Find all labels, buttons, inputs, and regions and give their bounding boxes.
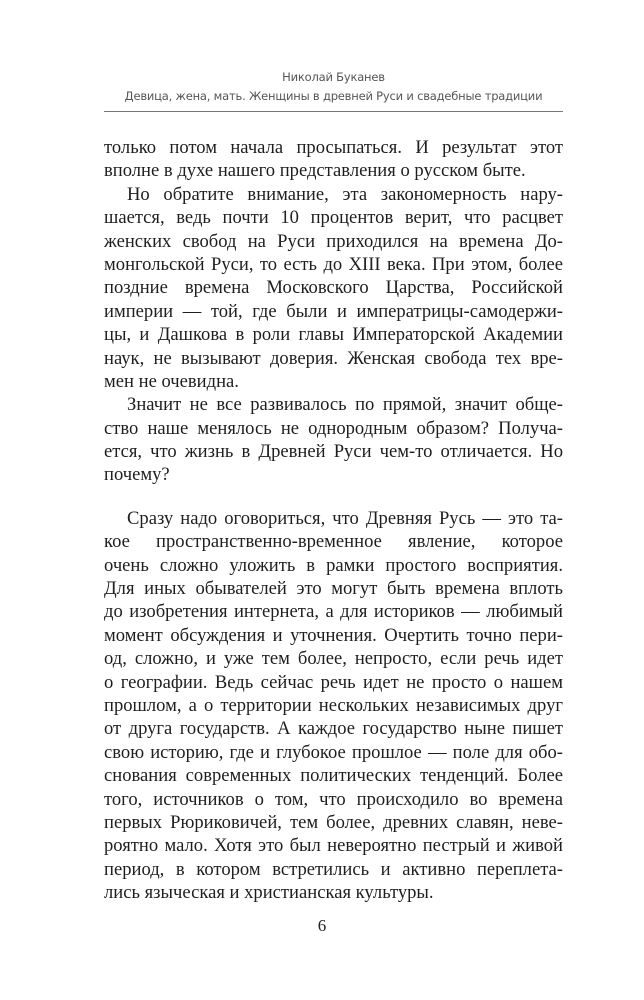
text-line: ется, что жизнь в Древней Руси чем-то отличается. Но [104, 441, 563, 463]
paragraph [104, 183, 563, 394]
page-body-text [104, 136, 563, 905]
text-line: о географии. Ведь сейчас речь идет не просто о нашем [104, 671, 563, 693]
running-header-author: Николай Буканев [282, 70, 385, 84]
text-line: до изобретения интернета, а для историков — любимый [104, 601, 563, 623]
page-number: 6 [317, 916, 327, 935]
text-line: Для иных обывателей это могут быть времена вплоть [104, 578, 563, 600]
text-line: кое пространственно-временное явление, которое [104, 531, 563, 553]
text-line: империи — той, где были и императрицы-самодержи- [104, 300, 563, 322]
text-line: мен не очевидна. [104, 370, 239, 392]
paragraph [104, 136, 563, 183]
text-line: ство наше менялось не однородным образом? Получа- [104, 417, 563, 439]
text-line: очень сложно уложить в рамки простого восприятия. [104, 554, 563, 576]
text-line: первых Рюриковичей, тем более, древних славян, неве- [104, 811, 563, 833]
text-line: от друга государств. А каждое государство ныне пишет [104, 718, 563, 740]
header-rule [104, 111, 563, 112]
text-line: Значит не все развивалось по прямой, значит обще- [127, 394, 563, 416]
text-line: прошлом, а о территории нескольких независимых друг [104, 694, 563, 716]
paragraph [104, 507, 563, 905]
text-line: од, сложно, и уже тем более, непросто, если речь идет [104, 648, 563, 670]
text-line: наук, не вызывают доверия. Женская свобода тех вре- [104, 347, 563, 369]
text-line: женских свобод на Руси приходился на времена До- [104, 230, 563, 252]
text-line: Сразу надо оговориться, что Древняя Русь — это та- [127, 507, 563, 529]
text-line: поздние времена Московского Царства, Российской [104, 277, 563, 299]
text-line: цы, и Дашкова в роли главы Императорской Академии [104, 324, 563, 346]
section-break [104, 487, 563, 507]
text-line: снования современных политических тенденций. Более [104, 765, 563, 787]
text-line: почему? [104, 464, 170, 486]
text-line: лись языческая и христианская культуры. [104, 882, 434, 904]
running-header-title: Девица, жена, мать. Женщины в древней Руси и свадебные традиции [124, 89, 543, 103]
text-line: монгольской Руси, то есть до XIII века. При этом, более [104, 253, 563, 275]
text-line: шается, ведь почти 10 процентов верит, что расцвет [104, 207, 563, 229]
text-line: период, в котором встретились и активно переплета- [104, 858, 563, 880]
text-line: Но обратите внимание, эта закономерность нару- [127, 183, 563, 205]
paragraph [104, 393, 563, 487]
text-line: вполне в духе нашего представления о русском быте. [104, 160, 526, 182]
text-line: роятно мало. Хотя это был невероятно пестрый и живой [104, 835, 563, 857]
text-line: свою историю, где и глубокое прошлое — поле для обо- [104, 741, 563, 763]
text-line: момент обсуждения и уточнения. Очертить точно пери- [104, 624, 563, 646]
text-line: только потом начала просыпаться. И результат этот [104, 137, 563, 158]
text-line: того, источников о том, что происходило во времена [104, 788, 563, 810]
